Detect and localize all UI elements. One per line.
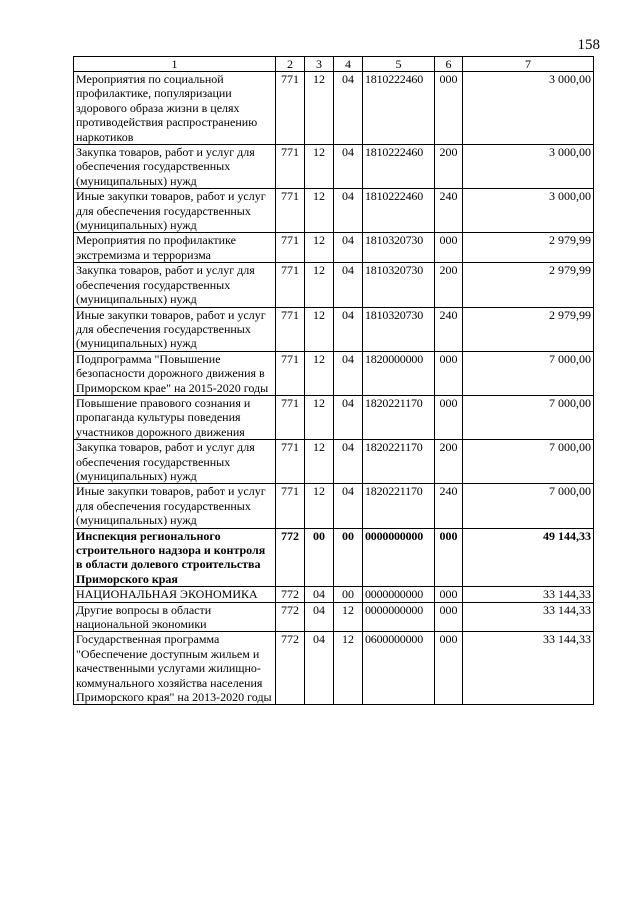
row-name: Закупка товаров, работ и услуг для обеспечения государственных (муниципальных) нужд	[74, 145, 276, 189]
row-section-code: 12	[305, 233, 334, 263]
table-row	[74, 233, 594, 263]
row-target-code: 1820000000	[363, 351, 435, 395]
row-expense-type-code: 240	[435, 189, 463, 233]
row-amount: 49 144,33	[463, 528, 594, 587]
row-section-code: 12	[305, 351, 334, 395]
row-subsection-code: 04	[334, 440, 363, 484]
table-row	[74, 307, 594, 351]
row-amount: 2 979,99	[463, 263, 594, 307]
column-header-name: 1	[74, 57, 276, 72]
column-header-target: 5	[363, 57, 435, 72]
row-name: Иные закупки товаров, работ и услуг для обеспечения государственных (муниципальных) нужд	[74, 307, 276, 351]
row-expense-type-code: 200	[435, 263, 463, 307]
row-ministry-code: 772	[276, 587, 305, 602]
row-subsection-code: 00	[334, 587, 363, 602]
row-expense-type-code: 240	[435, 484, 463, 528]
row-name: Иные закупки товаров, работ и услуг для обеспечения государственных (муниципальных) нужд	[74, 189, 276, 233]
row-section-code: 04	[305, 632, 334, 705]
row-name: Закупка товаров, работ и услуг для обеспечения государственных (муниципальных) нужд	[74, 263, 276, 307]
table-body	[74, 72, 594, 705]
table-row	[74, 440, 594, 484]
row-section-code: 12	[305, 307, 334, 351]
row-name: Государственная программа "Обеспечение доступным жильем и качественными услугами жилищно-коммунального хозяйства населения Приморского края" на 2013-2020 годы	[74, 632, 276, 705]
row-expense-type-code: 000	[435, 587, 463, 602]
row-amount: 3 000,00	[463, 72, 594, 145]
column-header-subsection: 4	[334, 57, 363, 72]
table-row	[74, 528, 594, 587]
row-section-code: 12	[305, 263, 334, 307]
row-ministry-code: 772	[276, 632, 305, 705]
row-ministry-code: 772	[276, 602, 305, 632]
table-row	[74, 145, 594, 189]
row-expense-type-code: 000	[435, 233, 463, 263]
row-section-code: 04	[305, 602, 334, 632]
row-target-code: 1820221170	[363, 395, 435, 439]
row-target-code: 1810222460	[363, 189, 435, 233]
row-subsection-code: 04	[334, 145, 363, 189]
row-amount: 7 000,00	[463, 395, 594, 439]
row-amount: 7 000,00	[463, 440, 594, 484]
table-row	[74, 189, 594, 233]
budget-table	[73, 56, 594, 705]
row-ministry-code: 771	[276, 307, 305, 351]
row-subsection-code: 04	[334, 189, 363, 233]
row-expense-type-code: 000	[435, 632, 463, 705]
row-section-code: 12	[305, 72, 334, 145]
row-name: Закупка товаров, работ и услуг для обеспечения государственных (муниципальных) нужд	[74, 440, 276, 484]
row-ministry-code: 771	[276, 189, 305, 233]
header-row	[74, 57, 594, 72]
row-section-code: 12	[305, 395, 334, 439]
row-expense-type-code: 000	[435, 395, 463, 439]
row-section-code: 04	[305, 587, 334, 602]
row-expense-type-code: 200	[435, 440, 463, 484]
row-expense-type-code: 000	[435, 351, 463, 395]
table-row	[74, 602, 594, 632]
table-row	[74, 632, 594, 705]
table-row	[74, 587, 594, 602]
row-subsection-code: 04	[334, 395, 363, 439]
row-section-code: 00	[305, 528, 334, 587]
row-subsection-code: 04	[334, 484, 363, 528]
row-ministry-code: 771	[276, 145, 305, 189]
row-amount: 2 979,99	[463, 233, 594, 263]
row-name: Подпрограмма "Повышение безопасности дорожного движения в Приморском крае" на 2015-2020 годы	[74, 351, 276, 395]
row-target-code: 1810222460	[363, 72, 435, 145]
row-ministry-code: 771	[276, 395, 305, 439]
table-row	[74, 72, 594, 145]
row-amount: 33 144,33	[463, 602, 594, 632]
row-subsection-code: 00	[334, 528, 363, 587]
row-target-code: 1810320730	[363, 233, 435, 263]
column-header-section: 3	[305, 57, 334, 72]
row-subsection-code: 04	[334, 263, 363, 307]
row-expense-type-code: 240	[435, 307, 463, 351]
table-row	[74, 263, 594, 307]
column-header-expense-type: 6	[435, 57, 463, 72]
row-amount: 33 144,33	[463, 587, 594, 602]
row-amount: 3 000,00	[463, 189, 594, 233]
row-ministry-code: 771	[276, 263, 305, 307]
row-target-code: 0000000000	[363, 528, 435, 587]
row-target-code: 1810320730	[363, 307, 435, 351]
table-row	[74, 351, 594, 395]
row-target-code: 0600000000	[363, 632, 435, 705]
row-expense-type-code: 000	[435, 602, 463, 632]
row-name: Другие вопросы в области национальной экономики	[74, 602, 276, 632]
row-section-code: 12	[305, 484, 334, 528]
row-name: НАЦИОНАЛЬНАЯ ЭКОНОМИКА	[74, 587, 276, 602]
row-subsection-code: 04	[334, 72, 363, 145]
row-target-code: 1820221170	[363, 440, 435, 484]
row-ministry-code: 771	[276, 351, 305, 395]
column-header-amount: 7	[463, 57, 594, 72]
page-number: 158	[577, 37, 600, 53]
row-subsection-code: 12	[334, 602, 363, 632]
row-amount: 2 979,99	[463, 307, 594, 351]
column-header-ministry: 2	[276, 57, 305, 72]
row-target-code: 1810222460	[363, 145, 435, 189]
row-ministry-code: 772	[276, 528, 305, 587]
row-amount: 7 000,00	[463, 484, 594, 528]
row-target-code: 0000000000	[363, 602, 435, 632]
row-name: Мероприятия по социальной профилактике, популяризации здорового образа жизни в целях противодействия распространению наркотиков	[74, 72, 276, 145]
row-target-code: 0000000000	[363, 587, 435, 602]
row-subsection-code: 12	[334, 632, 363, 705]
row-ministry-code: 771	[276, 440, 305, 484]
row-target-code: 1820221170	[363, 484, 435, 528]
row-name: Инспекция регионального строительного надзора и контроля в области долевого строительства Приморского края	[74, 528, 276, 587]
row-amount: 33 144,33	[463, 632, 594, 705]
row-amount: 7 000,00	[463, 351, 594, 395]
row-name: Мероприятия по профилактике экстремизма и терроризма	[74, 233, 276, 263]
row-amount: 3 000,00	[463, 145, 594, 189]
row-subsection-code: 04	[334, 351, 363, 395]
row-section-code: 12	[305, 440, 334, 484]
row-name: Повышение правового сознания и пропаганда культуры поведения участников дорожного движения	[74, 395, 276, 439]
row-section-code: 12	[305, 189, 334, 233]
row-expense-type-code: 000	[435, 528, 463, 587]
row-expense-type-code: 000	[435, 72, 463, 145]
row-expense-type-code: 200	[435, 145, 463, 189]
row-ministry-code: 771	[276, 233, 305, 263]
row-ministry-code: 771	[276, 72, 305, 145]
table-row	[74, 395, 594, 439]
row-ministry-code: 771	[276, 484, 305, 528]
row-target-code: 1810320730	[363, 263, 435, 307]
row-subsection-code: 04	[334, 233, 363, 263]
row-subsection-code: 04	[334, 307, 363, 351]
row-section-code: 12	[305, 145, 334, 189]
table-row	[74, 484, 594, 528]
row-name: Иные закупки товаров, работ и услуг для обеспечения государственных (муниципальных) нужд	[74, 484, 276, 528]
